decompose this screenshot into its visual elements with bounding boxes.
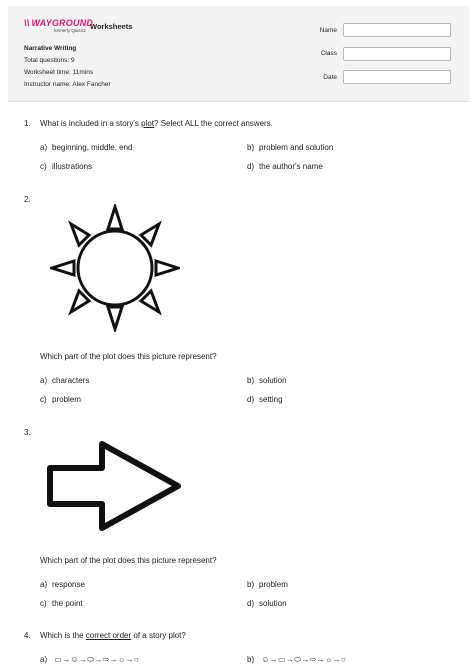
question-2-option-b[interactable]: b) solution — [247, 376, 287, 385]
rectangle-icon: ▭ — [54, 655, 63, 664]
section-title: Worksheets — [90, 22, 133, 31]
date-label: Date — [323, 74, 337, 81]
question-1-option-a[interactable]: a) beginning, middle, end — [40, 143, 133, 152]
total-questions: Total questions: 9 — [24, 57, 75, 64]
cloud-icon: ⬭ — [87, 655, 95, 664]
worksheet-title: Narrative Writing — [24, 45, 77, 52]
question-4-option-b[interactable]: b) ☺→▭→⬭→⇨→☼→○ — [247, 655, 347, 664]
smiley-icon: ☺ — [70, 655, 79, 664]
question-1-option-b[interactable]: b) problem and solution — [247, 143, 334, 152]
sun-icon — [50, 204, 180, 332]
date-input[interactable] — [343, 70, 451, 84]
question-3-option-b[interactable]: b) problem — [247, 580, 288, 589]
brand-logo — [24, 18, 94, 33]
instructor-name: Instructor name: Alex Fancher — [24, 81, 111, 88]
name-input[interactable] — [343, 23, 451, 37]
cloud-icon: ⬭ — [294, 655, 302, 664]
arrow-right-icon: ⇨ — [309, 655, 317, 664]
question-3-text: Which part of the plot does this picture represent? — [40, 556, 217, 565]
question-1-text: What is included in a story's plot? Select ALL the correct answers. — [40, 119, 273, 128]
question-2-option-d[interactable]: d) setting — [247, 395, 283, 404]
question-3-option-c[interactable]: c) the point — [40, 599, 83, 608]
question-3-option-d[interactable]: d) solution — [247, 599, 287, 608]
name-label: Name — [319, 27, 337, 34]
class-label: Class — [320, 50, 337, 57]
wayground-logo-icon: \\ — [24, 18, 30, 28]
worksheet-header — [8, 6, 469, 102]
question-2-number: 2. — [24, 195, 31, 204]
arrow-right-icon: ⇨ — [102, 655, 110, 664]
logo-subtitle: formerly Quizizz — [53, 28, 86, 33]
rectangle-icon: ▭ — [278, 655, 286, 664]
circle-icon: ○ — [340, 655, 347, 664]
question-2-option-a[interactable]: a) characters — [40, 376, 90, 385]
question-1-number: 1. — [24, 119, 31, 128]
worksheet-meta — [24, 43, 111, 91]
question-1-option-d[interactable]: d) the author's name — [247, 162, 323, 171]
question-3-number: 3. — [24, 428, 31, 437]
question-3-option-a[interactable]: a) response — [40, 580, 85, 589]
worksheet-time: Worksheet time: 11mins — [24, 69, 94, 76]
arrow-right-icon — [44, 438, 184, 534]
question-4-number: 4. — [24, 631, 31, 640]
question-4-option-a[interactable]: a) ▭→☺→⬭→⇨→☼→○ — [40, 655, 140, 664]
question-2-text: Which part of the plot does this picture represent? — [40, 352, 217, 361]
circle-icon: ○ — [133, 655, 140, 664]
question-4-text: Which is the correct order of a story plot? — [40, 631, 186, 640]
sequence-a: ▭→☺→⬭→⇨→☼→○ — [54, 655, 140, 664]
class-input[interactable] — [343, 47, 451, 61]
sun-icon: ☼ — [117, 655, 126, 664]
smiley-icon: ☺ — [261, 655, 270, 664]
logo-text: WAYGROUND — [31, 18, 94, 28]
sun-icon: ☼ — [324, 655, 333, 664]
question-1-option-c[interactable]: c) illustrations — [40, 162, 93, 171]
question-2-option-c[interactable]: c) problem — [40, 395, 81, 404]
sequence-b: ☺→▭→⬭→⇨→☼→○ — [261, 655, 347, 664]
